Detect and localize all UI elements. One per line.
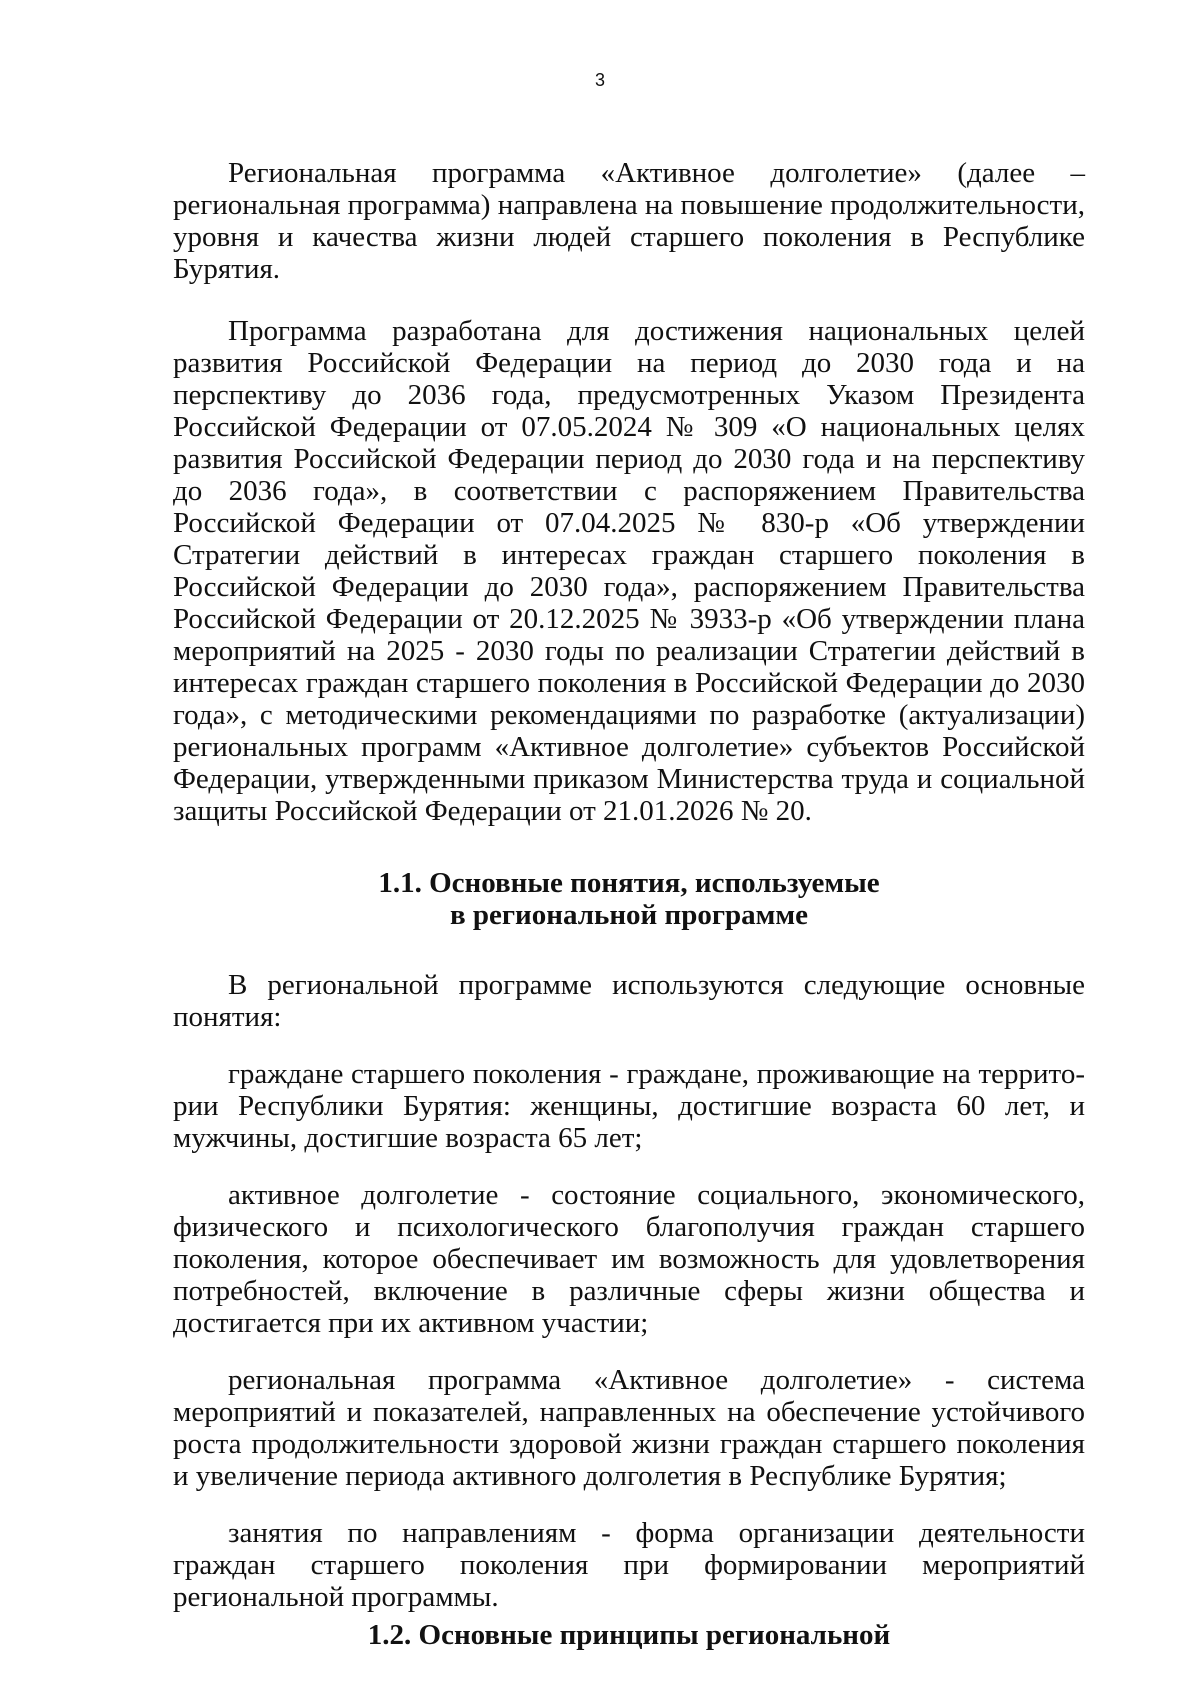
term-definition-activity-classes: занятия по направлениям - форма организации деятельности граждан старшего поколения при формировании мероприятий региональной программы. — [173, 1517, 1085, 1613]
section-1-2-heading: 1.2. Основные принципы региональной — [367, 1619, 891, 1651]
term-definition-active-longevity: активное долголетие - состояние социального, экономического, физического и психологического благополучия граждан старшего поколения, которое обеспечивает им возможность для удовлетворения потребностей, включение в различные сферы жизни общества и достигается при их активном участии; — [173, 1179, 1085, 1339]
intro-paragraph: Региональная программа «Активное долголетие» (далее – региональная программа) направлена на повышение продолжительности, уровня и качества жизни людей старшего поколения в Республике Бурятия. — [173, 157, 1085, 285]
page-number: 3 — [594, 70, 605, 90]
terms-intro-paragraph: В региональной программе используются следующие основные понятия: — [173, 969, 1085, 1033]
document-body — [173, 157, 1085, 1651]
section-1-1-heading-line2: в региональной программе — [449, 899, 809, 931]
term-definition-regional-program: региональная программа «Активное долголетие» - система мероприятий и показателей, направленных на обеспечение устойчивого роста продолжительности здоровой жизни граждан старшего поколения и увеличение периода активного долголетия в Республике Бурятия; — [173, 1364, 1085, 1492]
term-definition-older-citizens: граждане старшего поколения - граждане, проживающие на территории Республики Бурятия: женщины, достигшие возраста 60 лет, и мужчины, достигшие возраста 65 лет; — [173, 1058, 1085, 1154]
section-1-1-heading — [173, 867, 1085, 931]
legal-basis-paragraph: Программа разработана для достижения национальных целей развития Российской Федерации на период до 2030 года и на перспективу до 2036 года, предусмотренных Указом Президента Российской Федерации от 07.05.2024 № 309 «О национальных целях развития Российской Федерации период до 2030 года и на перспективу до 2036 года», в соответствии с распоряжением Правительства Российской Федерации от 07.04.2025 № 830-р «Об утверждении Стратегии действий в интересах граждан старшего поколения в Российской Федерации до 2030 года», распоряжением Правительства Российской Федерации от 20.12.2025 № 3933-р «Об утверждении плана мероприятий на 2025 - 2030 годы по реализации Стратегии действий в интересах граждан старшего поколения в Российской Федерации до 2030 года», с методическими рекомендациями по разработке (актуализации) региональных программ «Активное долголетие» субъектов Российской Федерации, утвержденными приказом Министерства труда и социальной защиты Российской Федерации от 21.01.2026 № 20. — [173, 315, 1085, 827]
section-1-1-heading-line1: 1.1. Основные понятия, используемые — [378, 867, 880, 899]
